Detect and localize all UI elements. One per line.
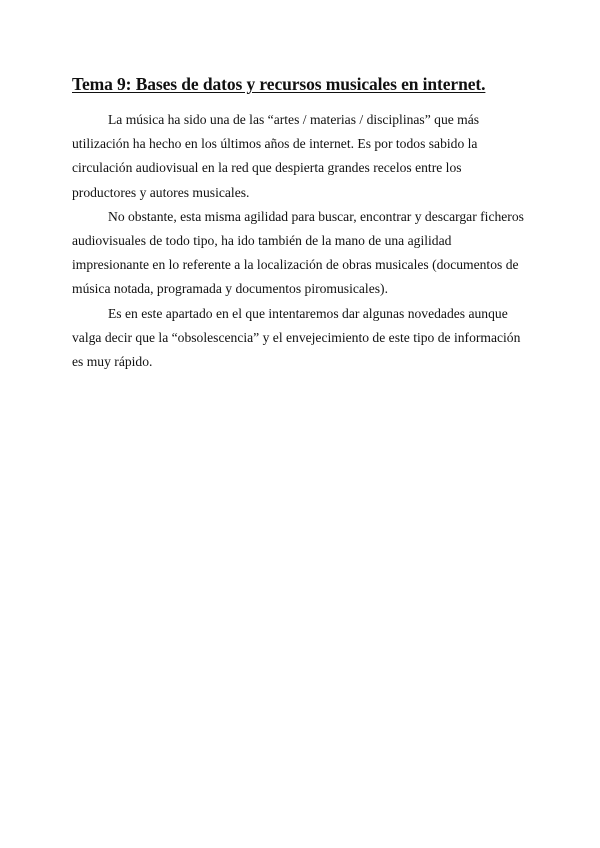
page-title: Tema 9: Bases de datos y recursos musicales en internet. bbox=[72, 74, 486, 94]
paragraph-1: La música ha sido una de las “artes / materias / disciplinas” que más utilización ha hecho en los últimos años de internet. Es por todos sabido la circulación audiovisual en la red que despierta grandes recelos entre los productores y autores musicales. bbox=[72, 112, 480, 200]
paragraph-3: Es en este apartado en el que intentaremos dar algunas novedades aunque valga decir que la “obsolescencia” y el envejecimiento de este tipo de información es muy rápido. bbox=[72, 305, 521, 370]
paragraph-2: No obstante, esta misma agilidad para buscar, encontrar y descargar ficheros audiovisuales de todo tipo, ha ido también de la mano de una agilidad impresionante en lo referente a la localización de obras musicales (documentos de música notada, programada y documentos piromusicales). bbox=[72, 208, 524, 297]
document-body bbox=[72, 72, 526, 374]
